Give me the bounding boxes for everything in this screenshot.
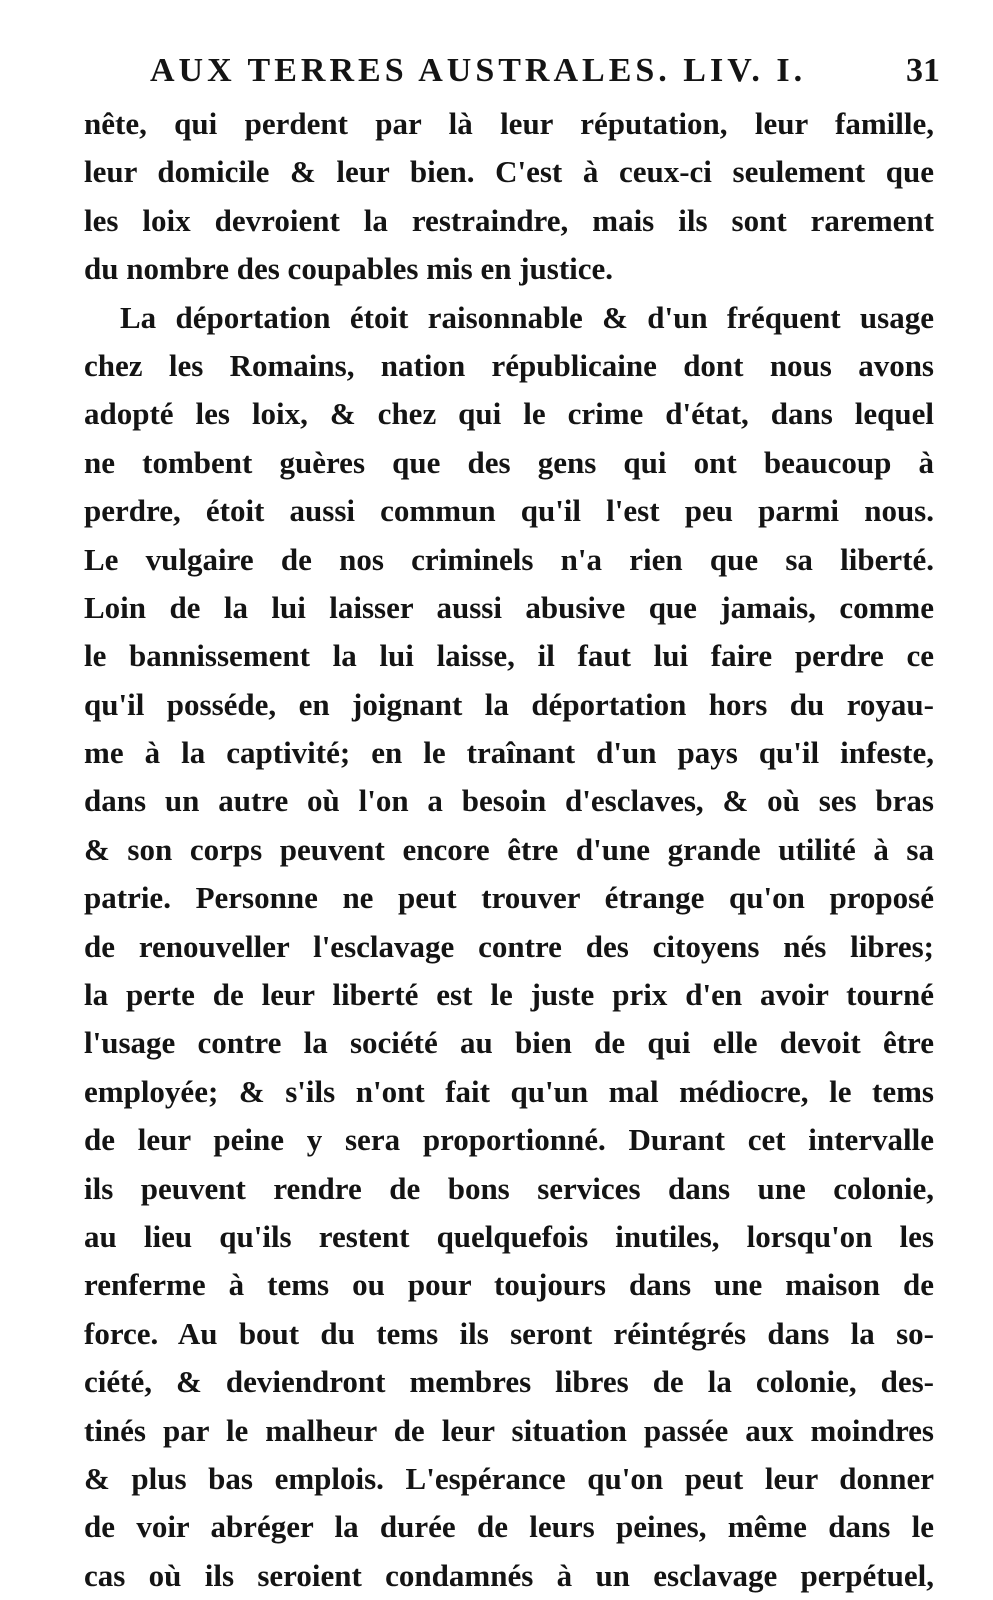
text-line: l'usage contre la société au bien de qui elle devoit être [84,1025,934,1061]
text-line: de leur peine y sera proportionné. Durant cet intervalle [84,1122,934,1158]
text-line: Loin de la lui laisser aussi abusive que jamais, comme [84,589,934,625]
text-line: chez les Romains, nation républicaine dont nous avons [84,347,934,383]
text-line: qu'il posséde, en joignant la déportation hors du royau- [84,686,934,722]
text-line: cas où ils seroient condamnés à un esclavage perpétuel, [84,1557,934,1593]
text-line: tinés par le malheur de leur situation passée aux moindres [84,1412,934,1448]
text-line: ciété, & deviendront membres libres de la colonie, des- [84,1364,934,1400]
text-line: force. Au bout du tems ils seront réintégrés dans la so- [84,1315,934,1351]
text-line: ils peuvent rendre de bons services dans une colonie, [84,1170,934,1206]
text-line: La déportation étoit raisonnable & d'un fréquent usage [120,299,934,335]
text-line: perdre, étoit aussi commun qu'il l'est peu parmi nous. [84,493,934,529]
text-line: me à la captivité; en le traînant d'un pays qu'il infeste, [84,735,934,771]
text-line: le bannissement la lui laisse, il faut lui faire perdre ce [84,638,934,674]
text-line: adopté les loix, & chez qui le crime d'état, dans lequel [84,396,934,432]
text-line: de renouveller l'esclavage contre des citoyens nés libres; [84,928,934,964]
text-line: les loix devroient la restraindre, mais ils sont rarement [84,202,934,238]
body-text [84,100,934,1600]
text-line: la perte de leur liberté est le juste prix d'en avoir tourné [84,977,934,1013]
text-line: leur domicile & leur bien. C'est à ceux-ci seulement que [84,154,934,190]
text-line: renferme à tems ou pour toujours dans une maison de [84,1267,934,1303]
text-line: de voir abréger la durée de leurs peines, même dans le [84,1509,934,1545]
running-head [150,46,940,96]
text-line: & plus bas emplois. L'espérance qu'on peut leur donner [84,1460,934,1496]
text-line: & son corps peuvent encore être d'une grande utilité à sa [84,831,934,867]
text-line: nête, qui perdent par là leur réputation, leur famille, [84,106,934,141]
text-line: du nombre des coupables mis en justice. [84,251,614,287]
text-line: Le vulgaire de nos criminels n'a rien que sa liberté. [84,541,934,577]
text-line: patrie. Personne ne peut trouver étrange qu'on proposé [84,880,934,916]
text-line: dans un autre où l'on a besoin d'esclaves, & où ses bras [84,783,934,819]
text-line: employée; & s'ils n'ont fait qu'un mal médiocre, le tems [84,1073,934,1109]
page-number: 31 [906,52,940,89]
text-line: au lieu qu'ils restent quelquefois inutiles, lorsqu'on les [84,1218,934,1254]
text-line: ne tombent guères que des gens qui ont beaucoup à [84,444,934,480]
running-head-title: AUX TERRES AUSTRALES. LIV. I. [150,52,807,89]
